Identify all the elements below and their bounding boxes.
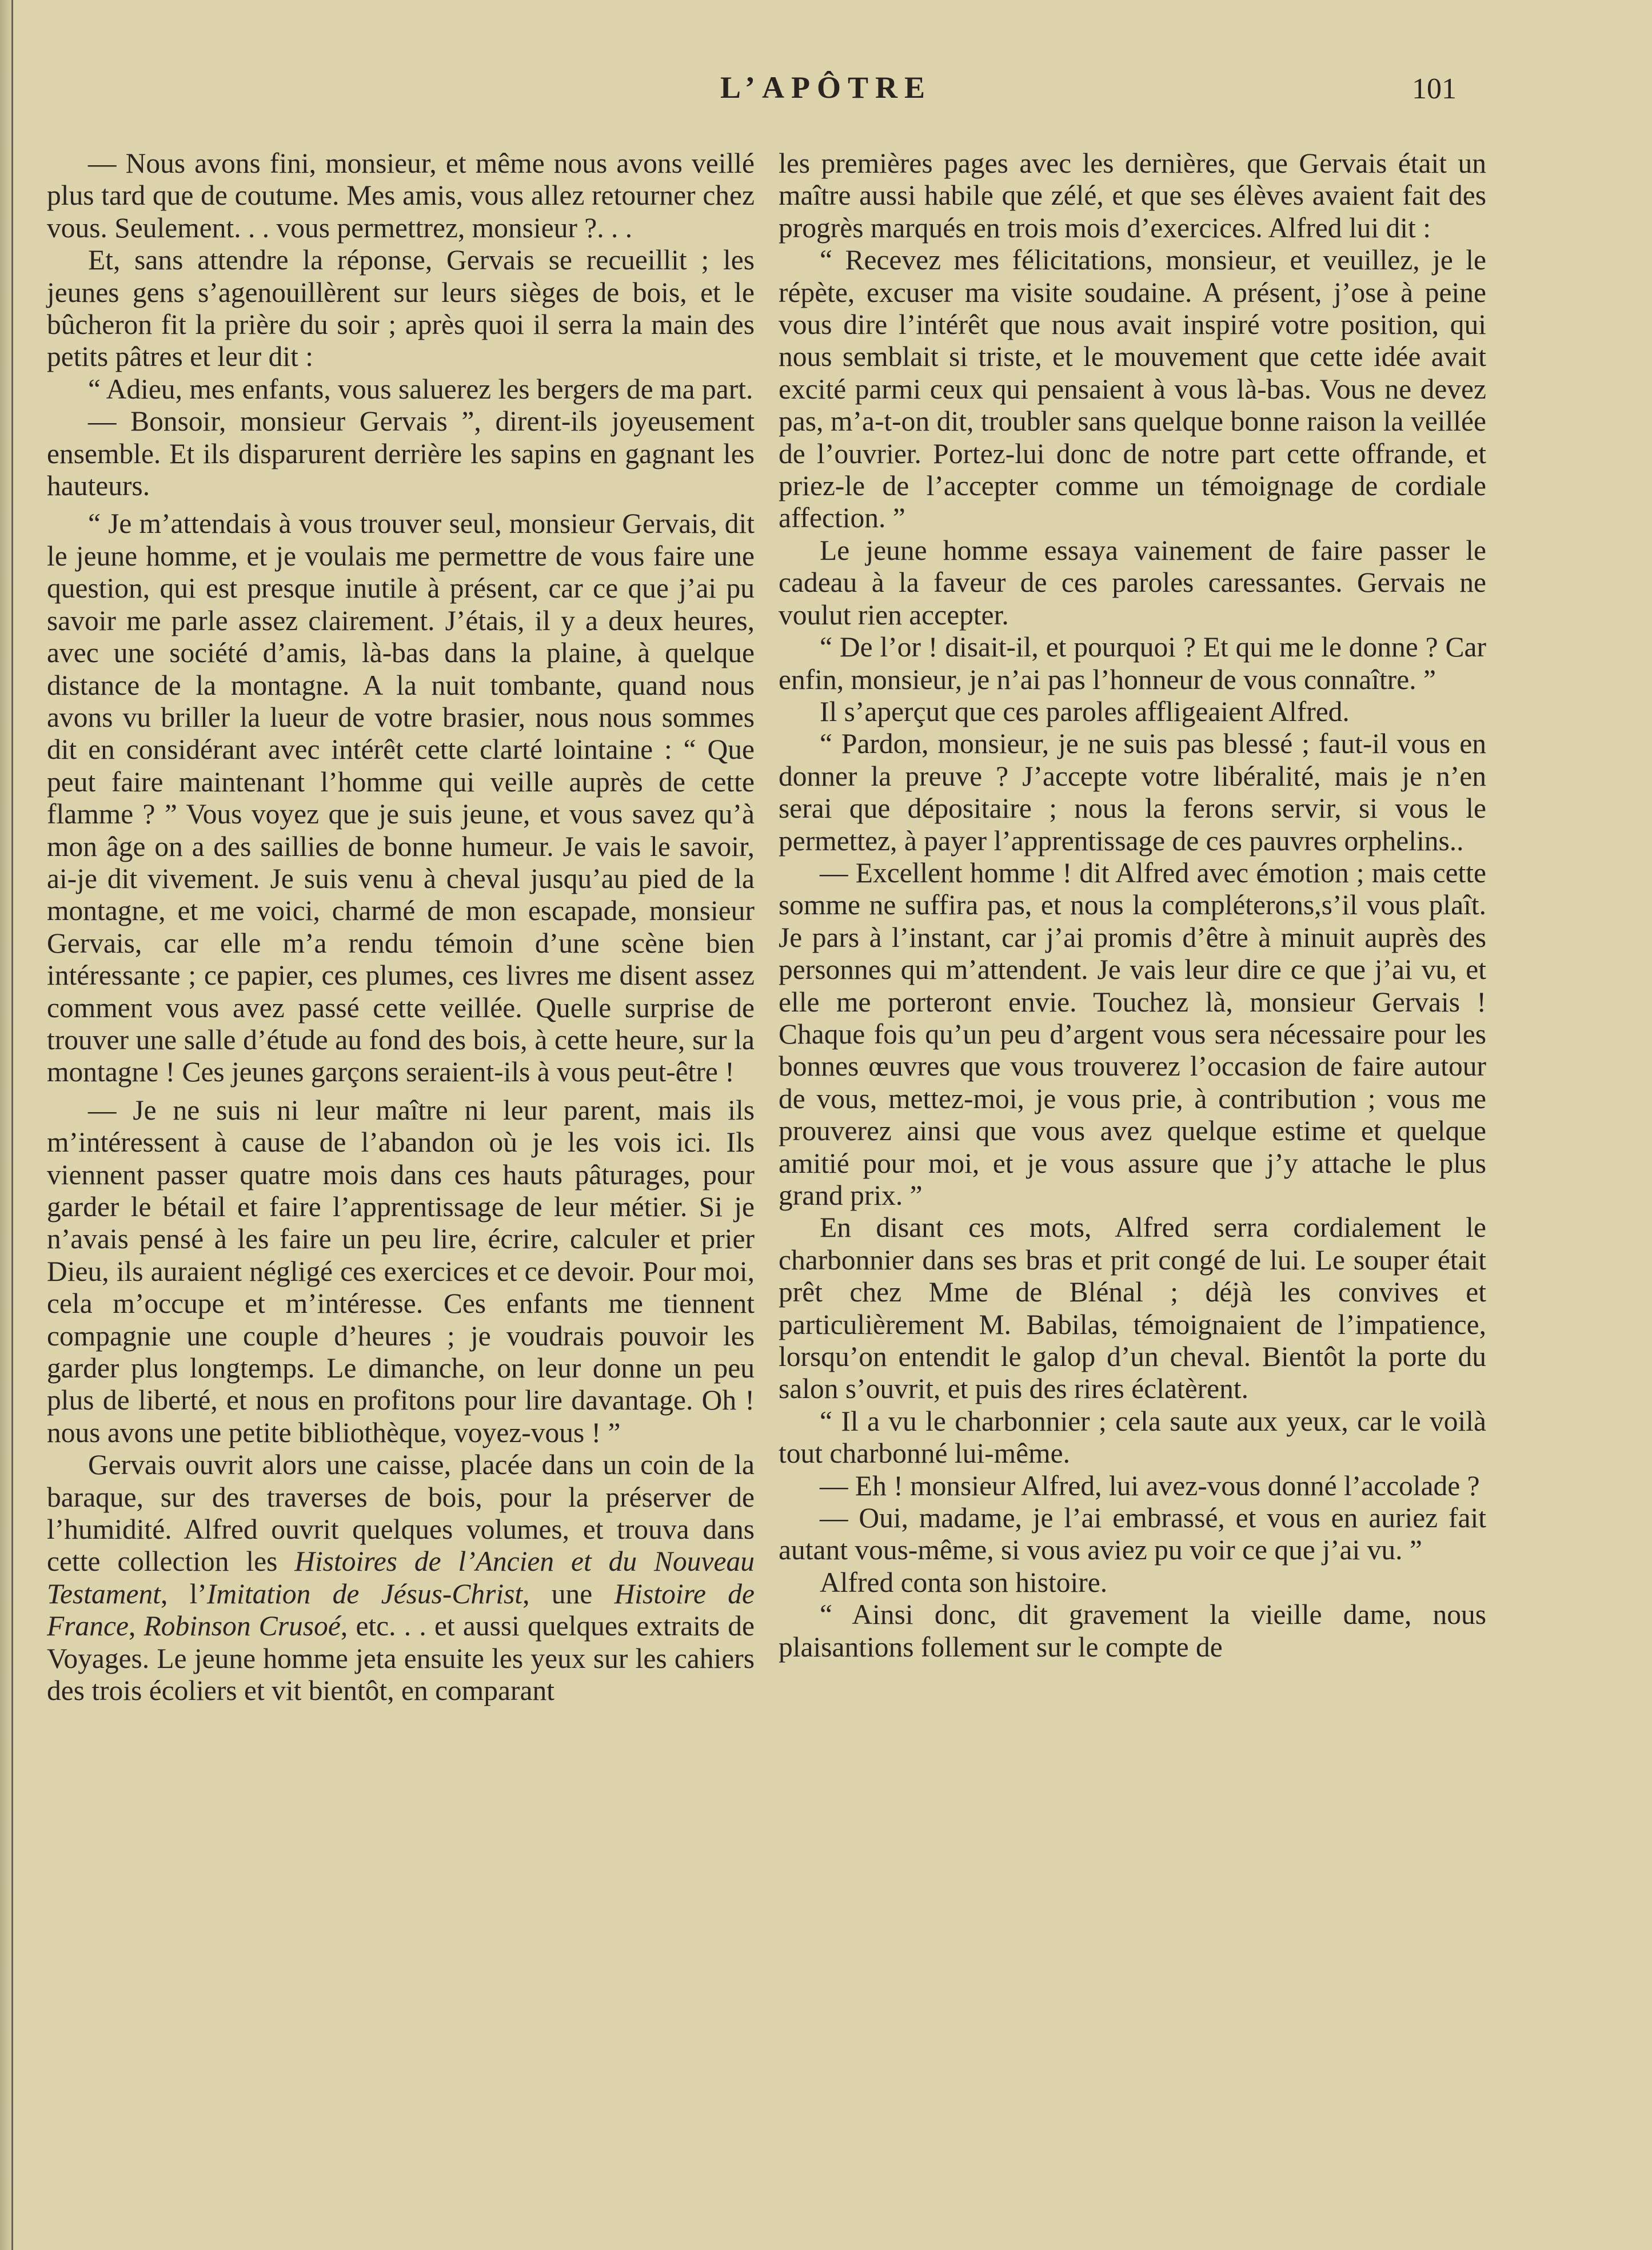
paragraph: — Nous avons fini, monsieur, et même nous avons veillé plus tard que de coutume. Mes amis, vous allez retourner chez vous. Seulement. . . vous permettrez, monsieur ?. . . — [47, 148, 755, 244]
paragraph: “ De l’or ! disait-il, et pourquoi ? Et qui me le donne ? Car enfin, monsieur, je n’ai pas l’honneur de vous connaître. ” — [779, 631, 1486, 695]
paragraph-text: Gervais ouvrit alors une caisse, placée dans un coin de la baraque, sur des traverses de bois, pour la préserver de l’humidité. Alfred ouvrit quelques volumes, et trouva dans cette collection les — [47, 1449, 755, 1578]
paragraph: — Oui, madame, je l’ai embrassé, et vous en auriez fait autant vous-même, si vous aviez pu voir ce que j’ai vu. ” — [779, 1502, 1486, 1566]
paragraph-text: , une — [522, 1578, 614, 1610]
running-header-title: L’APÔTRE — [720, 70, 932, 105]
paragraph: En disant ces mots, Alfred serra cordialement le charbonnier dans ses bras et prit congé de lui. Le souper était prêt chez Mme de Blénal ; déjà les convives et particulièrement M. Babilas, témoignaient de l’impatience, lorsqu’on entendit le galop d’un cheval. Bientôt la porte du salon s’ouvrit, et puis des rires éclatèrent. — [779, 1212, 1486, 1405]
paragraph: “ Recevez mes félicitations, monsieur, et veuillez, je le répète, excuser ma visite soudaine. A présent, j’ose à peine vous dire l’intérêt que nous avait inspiré votre position, qui nous semblait si triste, et le mouvement que cette idée avait excité parmi ceux qui pensaient à vous là-bas. Vous ne devez pas, m’a-t-on dit, troubler sans quelque bonne raison la veillée de l’ouvrier. Portez-lui donc de notre part cette offrande, et priez-le de l’accepter comme un témoignage de cordiale affection. ” — [779, 244, 1486, 534]
book-title: Histoires de l’Ancien et du Nouveau Testament — [47, 1546, 755, 1610]
gutter-line — [11, 0, 13, 2250]
paragraph: — Je ne suis ni leur maître ni leur parent, mais ils m’intéressent à cause de l’abandon où je les vois ici. Ils viennent passer quatre mois dans ces hauts pâturages, pour garder le bétail et faire l’apprentissage de leur métier. Si je n’avais pensé à les faire un peu lire, écrire, calculer et prier Dieu, ils auraient négligé ces exercices et ce devoir. Pour moi, cela m’occupe et m’intéresse. Ces enfants me tiennent compagnie une couple d’heures ; je voudrais pouvoir les garder plus longtemps. Le dimanche, on leur donne un peu plus de liberté, et nous en profitons pour lire davantage. Oh ! nous avons une petite bibliothèque, voyez-vous ! ” — [47, 1094, 755, 1448]
paragraph — [47, 1449, 755, 1707]
paragraph: les premières pages avec les dernières, que Gervais était un maître aussi habile que zélé, et que ses élèves avaient fait des progrès marqués en trois mois d’exercices. Alfred lui dit : — [779, 148, 1486, 244]
paragraph: — Excellent homme ! dit Alfred avec émotion ; mais cette somme ne suffira pas, et nous la compléterons,s’il vous plaît. Je pars à l’instant, car j’ai promis d’être à minuit auprès des personnes qui m’attendent. Je vais leur dire ce que j’ai vu, et elle me porteront envie. Touchez là, monsieur Gervais ! Chaque fois qu’un peu d’argent vous sera nécessaire pour les bonnes œuvres que vous trouverez l’occasion de faire autour de vous, mettez-moi, je vous prie, à contribution ; vous me prouverez ainsi que vous avez quelque estime et quelque amitié pour moi, et je vous assure que j’y attache le plus grand prix. ” — [779, 857, 1486, 1211]
paragraph: “ Pardon, monsieur, je ne suis pas blessé ; faut-il vous en donner la preuve ? J’accepte votre libéralité, mais je n’en serai que dépositaire ; nous la ferons servir, si vous le permettez, à payer l’apprentissage de ces pauvres orphelins.. — [779, 728, 1486, 857]
paragraph-text: , — [128, 1610, 144, 1642]
paragraph: “ Il a vu le charbonnier ; cela saute aux yeux, car le voilà tout charbonné lui-même. — [779, 1405, 1486, 1470]
paragraph: “ Ainsi donc, dit gravement la vieille dame, nous plaisantions follement sur le compte de — [779, 1599, 1486, 1663]
paragraph: “ Adieu, mes enfants, vous saluerez les bergers de ma part. — [88, 373, 753, 405]
paragraph: — Eh ! monsieur Alfred, lui avez-vous donné l’accolade ? — [820, 1470, 1480, 1502]
paragraph: — Bonsoir, monsieur Gervais ”, dirent-ils joyeusement ensemble. Et ils disparurent derrière les sapins en gagnant les hauteurs. — [47, 405, 755, 502]
book-title: Histoire de France — [47, 1578, 755, 1642]
right-column — [779, 148, 1486, 1663]
left-column — [47, 148, 755, 1707]
page-number: 101 — [1412, 73, 1457, 105]
paragraph: Et, sans attendre la réponse, Gervais se recueillit ; les jeunes gens s’agenouillèrent sur leurs sièges de bois, et le bûcheron fit la prière du soir ; après quoi il serra la main des petits pâtres et leur dit : — [47, 244, 755, 373]
book-spine-shadow — [0, 0, 13, 2250]
paragraph: “ Je m’attendais à vous trouver seul, monsieur Gervais, dit le jeune homme, et je voulais me permettre de vous faire une question, qui est presque inutile à présent, car ce que j’ai pu savoir me parle assez clairement. J’étais, il y a deux heures, avec une société d’amis, là-bas dans la plaine, à quelque distance de la montagne. A la nuit tombante, quand nous avons vu briller la lueur de votre brasier, nous nous sommes dit en considérant avec intérêt cette clarté lointaine : “ Que peut faire maintenant l’homme qui veille auprès de cette flamme ? ” Vous voyez que je suis jeune, et vous savez qu’à mon âge on a des saillies de bonne humeur. Je vais le savoir, ai-je dit vivement. Je suis venu à cheval jusqu’au pied de la montagne, et me voici, charmé de mon escapade, monsieur Gervais, car elle m’a rendu témoin d’une scène bien intéressante ; ce papier, ces plumes, ces livres me disent assez comment vous avez passé cette veillée. Quelle surprise de trouver une salle d’étude au fond des bois, à cette heure, sur la montagne ! Ces jeunes garçons seraient-ils à vous peut-être ! — [47, 508, 755, 1088]
paragraph: Le jeune homme essaya vainement de faire passer le cadeau à la faveur de ces paroles caressantes. Gervais ne voulut rien accepter. — [779, 534, 1486, 631]
book-title: Imitation de Jésus-Christ — [206, 1578, 523, 1610]
paragraph-text: , etc. . . et aussi quelques extraits de Voyages. Le jeune homme jeta ensuite les yeux sur les cahiers des trois écoliers et vit bientôt, en comparant — [47, 1610, 755, 1707]
paragraph-text: , l’ — [160, 1578, 207, 1610]
paragraph: Alfred conta son histoire. — [820, 1566, 1108, 1598]
paragraph: Il s’aperçut que ces paroles affligeaient Alfred. — [820, 695, 1350, 727]
book-title: Robinson Crusoé — [143, 1610, 341, 1642]
